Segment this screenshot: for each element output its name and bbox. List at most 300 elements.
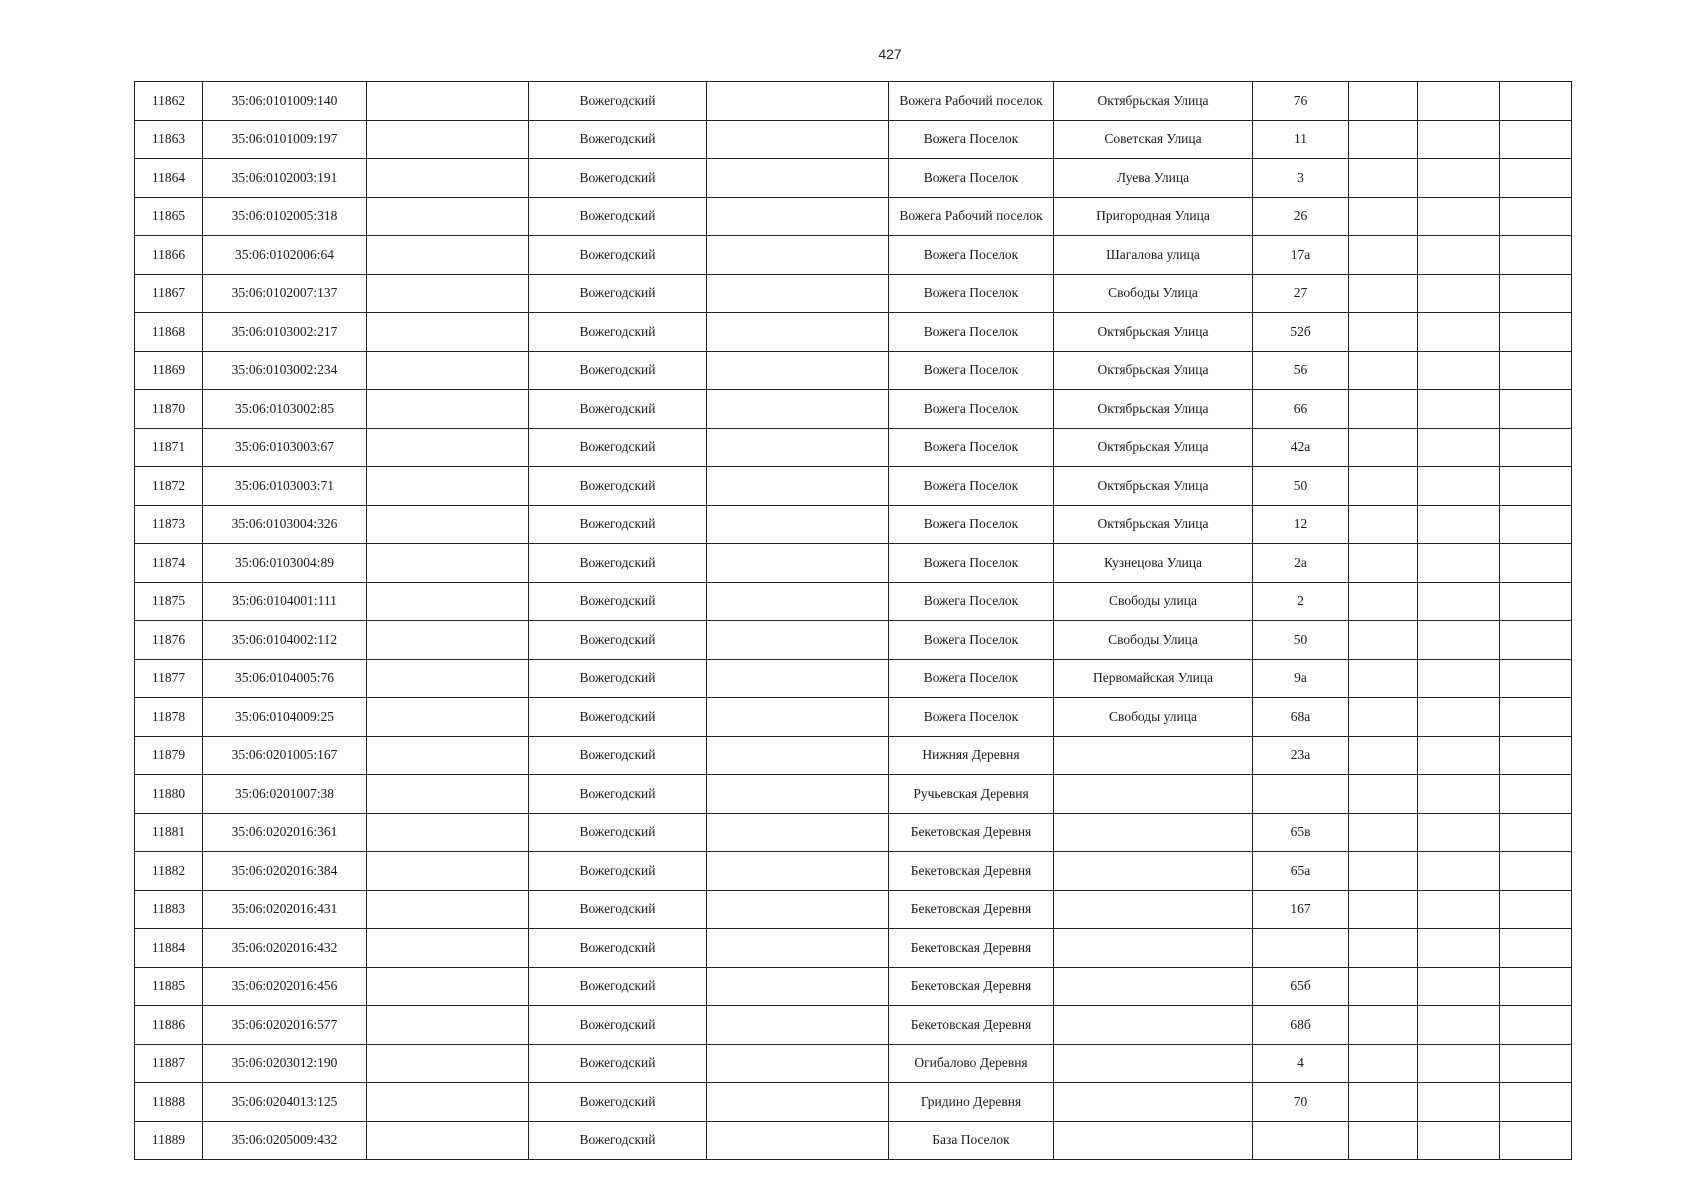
row-number-cell: 11877 <box>135 659 203 698</box>
empty-cell <box>707 621 889 660</box>
house-number-cell: 65а <box>1253 852 1349 891</box>
row-number-cell: 11871 <box>135 428 203 467</box>
empty-cell <box>1418 852 1500 891</box>
empty-cell <box>1349 1121 1418 1160</box>
table-row <box>135 736 1572 775</box>
empty-cell <box>707 659 889 698</box>
table-row <box>135 967 1572 1006</box>
empty-cell <box>1418 1044 1500 1083</box>
district-cell: Вожегодский <box>529 621 707 660</box>
house-number-cell: 76 <box>1253 82 1349 121</box>
house-number-cell <box>1253 775 1349 814</box>
empty-cell <box>367 159 529 198</box>
empty-cell <box>367 236 529 275</box>
empty-cell <box>1349 698 1418 737</box>
house-number-cell <box>1253 929 1349 968</box>
house-number-cell: 65б <box>1253 967 1349 1006</box>
row-number-cell: 11882 <box>135 852 203 891</box>
locality-cell: Вожега Поселок <box>889 544 1054 583</box>
cadastral-number-cell: 35:06:0204013:125 <box>203 1083 367 1122</box>
locality-cell: База Поселок <box>889 1121 1054 1160</box>
cadastral-number-cell: 35:06:0102003:191 <box>203 159 367 198</box>
table-row <box>135 659 1572 698</box>
empty-cell <box>1349 390 1418 429</box>
district-cell: Вожегодский <box>529 313 707 352</box>
locality-cell: Вожега Поселок <box>889 505 1054 544</box>
empty-cell <box>707 736 889 775</box>
street-cell <box>1054 967 1253 1006</box>
empty-cell <box>1418 390 1500 429</box>
empty-cell <box>1418 236 1500 275</box>
empty-cell <box>1349 313 1418 352</box>
house-number-cell: 2 <box>1253 582 1349 621</box>
empty-cell <box>367 505 529 544</box>
cadastral-number-cell: 35:06:0103004:326 <box>203 505 367 544</box>
table-row <box>135 852 1572 891</box>
empty-cell <box>707 390 889 429</box>
district-cell: Вожегодский <box>529 159 707 198</box>
district-cell: Вожегодский <box>529 351 707 390</box>
cadastral-number-cell: 35:06:0103002:85 <box>203 390 367 429</box>
empty-cell <box>1349 159 1418 198</box>
district-cell: Вожегодский <box>529 1044 707 1083</box>
locality-cell: Ручьевская Деревня <box>889 775 1054 814</box>
empty-cell <box>1500 929 1572 968</box>
district-cell: Вожегодский <box>529 698 707 737</box>
street-cell: Советская Улица <box>1054 120 1253 159</box>
district-cell: Вожегодский <box>529 852 707 891</box>
empty-cell <box>1500 621 1572 660</box>
row-number-cell: 11863 <box>135 120 203 159</box>
empty-cell <box>707 582 889 621</box>
district-cell: Вожегодский <box>529 929 707 968</box>
street-cell <box>1054 929 1253 968</box>
empty-cell <box>1500 659 1572 698</box>
empty-cell <box>367 390 529 429</box>
table-row <box>135 1006 1572 1045</box>
empty-cell <box>1349 274 1418 313</box>
empty-cell <box>367 467 529 506</box>
empty-cell <box>707 236 889 275</box>
empty-cell <box>1349 929 1418 968</box>
empty-cell <box>1349 428 1418 467</box>
house-number-cell: 65в <box>1253 813 1349 852</box>
district-cell: Вожегодский <box>529 236 707 275</box>
district-cell: Вожегодский <box>529 1006 707 1045</box>
district-cell: Вожегодский <box>529 813 707 852</box>
locality-cell: Бекетовская Деревня <box>889 813 1054 852</box>
cadastral-number-cell: 35:06:0103002:234 <box>203 351 367 390</box>
locality-cell: Бекетовская Деревня <box>889 852 1054 891</box>
empty-cell <box>707 467 889 506</box>
empty-cell <box>1349 813 1418 852</box>
empty-cell <box>1500 351 1572 390</box>
empty-cell <box>367 967 529 1006</box>
street-cell: Свободы Улица <box>1054 621 1253 660</box>
cadastral-number-cell: 35:06:0104002:112 <box>203 621 367 660</box>
empty-cell <box>1500 159 1572 198</box>
street-cell: Первомайская Улица <box>1054 659 1253 698</box>
row-number-cell: 11888 <box>135 1083 203 1122</box>
house-number-cell: 50 <box>1253 467 1349 506</box>
table-row <box>135 1044 1572 1083</box>
row-number-cell: 11875 <box>135 582 203 621</box>
empty-cell <box>367 428 529 467</box>
empty-cell <box>707 813 889 852</box>
house-number-cell: 68б <box>1253 1006 1349 1045</box>
empty-cell <box>1349 351 1418 390</box>
street-cell <box>1054 890 1253 929</box>
empty-cell <box>1418 659 1500 698</box>
empty-cell <box>1500 82 1572 121</box>
empty-cell <box>367 313 529 352</box>
table-row <box>135 428 1572 467</box>
row-number-cell: 11868 <box>135 313 203 352</box>
empty-cell <box>1418 736 1500 775</box>
empty-cell <box>1349 775 1418 814</box>
house-number-cell: 66 <box>1253 390 1349 429</box>
house-number-cell: 27 <box>1253 274 1349 313</box>
table-row <box>135 274 1572 313</box>
locality-cell: Вожега Поселок <box>889 428 1054 467</box>
cadastral-number-cell: 35:06:0201007:38 <box>203 775 367 814</box>
empty-cell <box>1500 197 1572 236</box>
row-number-cell: 11876 <box>135 621 203 660</box>
table-row <box>135 544 1572 583</box>
empty-cell <box>367 197 529 236</box>
cadastral-number-cell: 35:06:0202016:361 <box>203 813 367 852</box>
locality-cell: Огибалово Деревня <box>889 1044 1054 1083</box>
empty-cell <box>1500 1006 1572 1045</box>
empty-cell <box>367 1006 529 1045</box>
table-row <box>135 351 1572 390</box>
empty-cell <box>367 775 529 814</box>
table-row <box>135 698 1572 737</box>
house-number-cell: 42а <box>1253 428 1349 467</box>
cadastral-number-cell: 35:06:0104001:111 <box>203 582 367 621</box>
locality-cell: Вожега Поселок <box>889 659 1054 698</box>
table-row <box>135 313 1572 352</box>
empty-cell <box>367 852 529 891</box>
street-cell: Октябрьская Улица <box>1054 313 1253 352</box>
empty-cell <box>1349 890 1418 929</box>
empty-cell <box>707 890 889 929</box>
locality-cell: Вожега Поселок <box>889 621 1054 660</box>
locality-cell: Вожега Поселок <box>889 274 1054 313</box>
empty-cell <box>1418 544 1500 583</box>
cadastral-number-cell: 35:06:0101009:197 <box>203 120 367 159</box>
table-row <box>135 813 1572 852</box>
district-cell: Вожегодский <box>529 736 707 775</box>
empty-cell <box>1349 659 1418 698</box>
row-number-cell: 11864 <box>135 159 203 198</box>
table-row <box>135 159 1572 198</box>
empty-cell <box>1418 967 1500 1006</box>
district-cell: Вожегодский <box>529 1083 707 1122</box>
district-cell: Вожегодский <box>529 659 707 698</box>
empty-cell <box>1349 582 1418 621</box>
row-number-cell: 11886 <box>135 1006 203 1045</box>
house-number-cell: 23а <box>1253 736 1349 775</box>
empty-cell <box>1418 890 1500 929</box>
table-row <box>135 1121 1572 1160</box>
table-row <box>135 197 1572 236</box>
empty-cell <box>1500 313 1572 352</box>
locality-cell: Гридино Деревня <box>889 1083 1054 1122</box>
page-number: 427 <box>878 46 902 62</box>
empty-cell <box>1418 1083 1500 1122</box>
cadastral-number-cell: 35:06:0102007:137 <box>203 274 367 313</box>
locality-cell: Вожега Поселок <box>889 120 1054 159</box>
district-cell: Вожегодский <box>529 82 707 121</box>
row-number-cell: 11865 <box>135 197 203 236</box>
street-cell: Октябрьская Улица <box>1054 82 1253 121</box>
empty-cell <box>1500 582 1572 621</box>
locality-cell: Вожега Поселок <box>889 582 1054 621</box>
empty-cell <box>367 698 529 737</box>
cadastral-number-cell: 35:06:0102005:318 <box>203 197 367 236</box>
row-number-cell: 11884 <box>135 929 203 968</box>
locality-cell: Вожега Рабочий поселок <box>889 82 1054 121</box>
empty-cell <box>1418 274 1500 313</box>
street-cell: Свободы улица <box>1054 698 1253 737</box>
district-cell: Вожегодский <box>529 467 707 506</box>
locality-cell: Бекетовская Деревня <box>889 890 1054 929</box>
street-cell: Луева Улица <box>1054 159 1253 198</box>
locality-cell: Вожега Поселок <box>889 698 1054 737</box>
empty-cell <box>1418 467 1500 506</box>
empty-cell <box>1418 351 1500 390</box>
empty-cell <box>1500 736 1572 775</box>
empty-cell <box>707 852 889 891</box>
locality-cell: Вожега Поселок <box>889 351 1054 390</box>
row-number-cell: 11889 <box>135 1121 203 1160</box>
house-number-cell: 11 <box>1253 120 1349 159</box>
street-cell: Октябрьская Улица <box>1054 428 1253 467</box>
street-cell <box>1054 775 1253 814</box>
house-number-cell: 50 <box>1253 621 1349 660</box>
row-number-cell: 11872 <box>135 467 203 506</box>
row-number-cell: 11862 <box>135 82 203 121</box>
cadastral-number-cell: 35:06:0202016:431 <box>203 890 367 929</box>
empty-cell <box>1418 929 1500 968</box>
empty-cell <box>1349 1083 1418 1122</box>
empty-cell <box>707 929 889 968</box>
empty-cell <box>1349 736 1418 775</box>
house-number-cell: 2а <box>1253 544 1349 583</box>
cadastral-number-cell: 35:06:0203012:190 <box>203 1044 367 1083</box>
empty-cell <box>367 544 529 583</box>
street-cell <box>1054 813 1253 852</box>
district-cell: Вожегодский <box>529 967 707 1006</box>
empty-cell <box>1349 120 1418 159</box>
table-row <box>135 467 1572 506</box>
empty-cell <box>367 1044 529 1083</box>
empty-cell <box>1418 313 1500 352</box>
street-cell <box>1054 852 1253 891</box>
empty-cell <box>1418 1121 1500 1160</box>
cadastral-number-cell: 35:06:0101009:140 <box>203 82 367 121</box>
empty-cell <box>1500 120 1572 159</box>
district-cell: Вожегодский <box>529 890 707 929</box>
empty-cell <box>367 736 529 775</box>
empty-cell <box>1500 967 1572 1006</box>
empty-cell <box>1349 852 1418 891</box>
table-row <box>135 582 1572 621</box>
empty-cell <box>1500 428 1572 467</box>
empty-cell <box>367 351 529 390</box>
empty-cell <box>1349 967 1418 1006</box>
street-cell <box>1054 1083 1253 1122</box>
house-number-cell: 26 <box>1253 197 1349 236</box>
locality-cell: Нижняя Деревня <box>889 736 1054 775</box>
empty-cell <box>1500 1083 1572 1122</box>
empty-cell <box>707 351 889 390</box>
street-cell <box>1054 736 1253 775</box>
street-cell <box>1054 1006 1253 1045</box>
locality-cell: Бекетовская Деревня <box>889 929 1054 968</box>
empty-cell <box>1500 852 1572 891</box>
empty-cell <box>367 890 529 929</box>
locality-cell: Вожега Поселок <box>889 467 1054 506</box>
empty-cell <box>367 1121 529 1160</box>
cadastral-number-cell: 35:06:0103003:67 <box>203 428 367 467</box>
row-number-cell: 11874 <box>135 544 203 583</box>
empty-cell <box>1418 698 1500 737</box>
district-cell: Вожегодский <box>529 274 707 313</box>
street-cell <box>1054 1121 1253 1160</box>
house-number-cell: 167 <box>1253 890 1349 929</box>
street-cell: Октябрьская Улица <box>1054 505 1253 544</box>
street-cell: Свободы улица <box>1054 582 1253 621</box>
locality-cell: Вожега Рабочий поселок <box>889 197 1054 236</box>
house-number-cell: 3 <box>1253 159 1349 198</box>
table-row <box>135 621 1572 660</box>
empty-cell <box>1418 82 1500 121</box>
street-cell: Октябрьская Улица <box>1054 351 1253 390</box>
empty-cell <box>1349 1044 1418 1083</box>
table-row <box>135 236 1572 275</box>
district-cell: Вожегодский <box>529 582 707 621</box>
house-number-cell: 70 <box>1253 1083 1349 1122</box>
empty-cell <box>707 197 889 236</box>
cadastral-number-cell: 35:06:0102006:64 <box>203 236 367 275</box>
empty-cell <box>1418 120 1500 159</box>
table-row <box>135 390 1572 429</box>
row-number-cell: 11878 <box>135 698 203 737</box>
cadastral-number-cell: 35:06:0103004:89 <box>203 544 367 583</box>
empty-cell <box>1349 467 1418 506</box>
table-row <box>135 775 1572 814</box>
register-body <box>135 82 1572 1160</box>
row-number-cell: 11879 <box>135 736 203 775</box>
empty-cell <box>367 621 529 660</box>
cadastral-number-cell: 35:06:0104009:25 <box>203 698 367 737</box>
empty-cell <box>707 505 889 544</box>
house-number-cell: 68а <box>1253 698 1349 737</box>
table-row <box>135 505 1572 544</box>
empty-cell <box>1500 505 1572 544</box>
empty-cell <box>1418 428 1500 467</box>
district-cell: Вожегодский <box>529 390 707 429</box>
empty-cell <box>707 1083 889 1122</box>
house-number-cell: 56 <box>1253 351 1349 390</box>
empty-cell <box>1500 813 1572 852</box>
empty-cell <box>367 929 529 968</box>
empty-cell <box>1349 197 1418 236</box>
empty-cell <box>707 775 889 814</box>
district-cell: Вожегодский <box>529 544 707 583</box>
row-number-cell: 11873 <box>135 505 203 544</box>
empty-cell <box>1418 775 1500 814</box>
empty-cell <box>367 813 529 852</box>
district-cell: Вожегодский <box>529 505 707 544</box>
cadastral-number-cell: 35:06:0202016:577 <box>203 1006 367 1045</box>
house-number-cell <box>1253 1121 1349 1160</box>
cadastral-number-cell: 35:06:0104005:76 <box>203 659 367 698</box>
cadastral-number-cell: 35:06:0202016:432 <box>203 929 367 968</box>
street-cell: Пригородная Улица <box>1054 197 1253 236</box>
empty-cell <box>367 1083 529 1122</box>
row-number-cell: 11869 <box>135 351 203 390</box>
empty-cell <box>367 582 529 621</box>
empty-cell <box>707 82 889 121</box>
empty-cell <box>1500 274 1572 313</box>
table-row <box>135 82 1572 121</box>
empty-cell <box>1500 698 1572 737</box>
empty-cell <box>707 967 889 1006</box>
table-row <box>135 890 1572 929</box>
empty-cell <box>707 1044 889 1083</box>
locality-cell: Вожега Поселок <box>889 159 1054 198</box>
empty-cell <box>367 274 529 313</box>
house-number-cell: 4 <box>1253 1044 1349 1083</box>
district-cell: Вожегодский <box>529 1121 707 1160</box>
cadastral-number-cell: 35:06:0103003:71 <box>203 467 367 506</box>
street-cell: Свободы Улица <box>1054 274 1253 313</box>
cadastral-number-cell: 35:06:0103002:217 <box>203 313 367 352</box>
row-number-cell: 11885 <box>135 967 203 1006</box>
row-number-cell: 11867 <box>135 274 203 313</box>
empty-cell <box>707 544 889 583</box>
empty-cell <box>367 659 529 698</box>
empty-cell <box>1500 890 1572 929</box>
empty-cell <box>707 313 889 352</box>
table-row <box>135 929 1572 968</box>
district-cell: Вожегодский <box>529 775 707 814</box>
empty-cell <box>1500 390 1572 429</box>
house-number-cell: 12 <box>1253 505 1349 544</box>
street-cell: Октябрьская Улица <box>1054 467 1253 506</box>
empty-cell <box>707 274 889 313</box>
empty-cell <box>707 1006 889 1045</box>
empty-cell <box>1500 1121 1572 1160</box>
empty-cell <box>1418 1006 1500 1045</box>
empty-cell <box>707 159 889 198</box>
empty-cell <box>1500 236 1572 275</box>
district-cell: Вожегодский <box>529 197 707 236</box>
row-number-cell: 11870 <box>135 390 203 429</box>
empty-cell <box>1500 1044 1572 1083</box>
cadastral-number-cell: 35:06:0205009:432 <box>203 1121 367 1160</box>
empty-cell <box>1418 582 1500 621</box>
locality-cell: Вожега Поселок <box>889 313 1054 352</box>
empty-cell <box>1418 159 1500 198</box>
table-row <box>135 1083 1572 1122</box>
locality-cell: Вожега Поселок <box>889 390 1054 429</box>
row-number-cell: 11883 <box>135 890 203 929</box>
cadastral-number-cell: 35:06:0202016:384 <box>203 852 367 891</box>
